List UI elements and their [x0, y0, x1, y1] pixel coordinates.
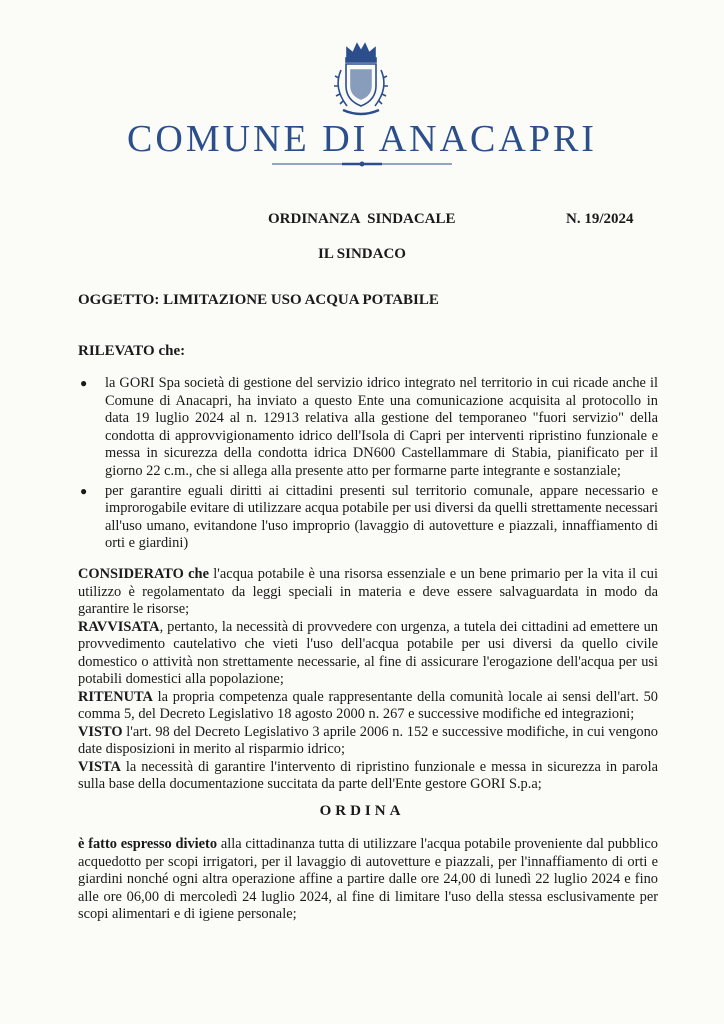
- clause-paragraph: [78, 759, 658, 794]
- clause-paragraph: [78, 724, 658, 759]
- town-title: COMUNE DI ANACAPRI: [127, 118, 597, 160]
- clause-paragraph: [78, 689, 658, 724]
- clause-text: l'acqua potabile è una risorsa essenziale e un bene primario per la vita il cui utilizzo è regolamentato da leggi speciali in materia e deve essere salvaguardata in modo da garantire le risorse;: [78, 566, 658, 617]
- ordina-keyword: è fatto espresso divieto: [78, 836, 218, 852]
- title-divider: [272, 160, 452, 168]
- clause-keyword: RITENUTA: [78, 688, 153, 705]
- issuer-heading: IL SINDACO: [318, 246, 406, 262]
- clause-text: , pertanto, la necessità di provvedere con urgenza, a tutela dei cittadini ad emettere un provvedimento cautelativo che vieti l'uso dell'acqua potabile per usi diversi da quello civile domestico o attività non strettamente necessarie, al fine di assicurare l'erogazione dell'acqua per usi potabili domestici alla popolazione;: [78, 618, 658, 687]
- ordina-paragraph: [78, 836, 658, 924]
- ordina-block: [78, 836, 658, 924]
- ordinance-number: N. 19/2024: [566, 211, 634, 227]
- list-item-text: per garantire eguali diritti ai cittadini presenti sul territorio comunale, appare necessario e improrogabile evitare di utilizzare acqua potabile per usi diversi da quelli strettamente necessari all'uso umano, evitandone l'uso improprio (lavaggio di autovetture e piazzali, innaffiamento di orti e giardini): [105, 482, 658, 552]
- bullet-icon: ●: [80, 376, 88, 390]
- clause-text: la propria competenza quale rappresentante della comunità locale ai sensi dell'art. 50 comma 5, del Decreto Legislativo 18 agosto 2000 n. 267 e successive modifiche ed integrazioni;: [78, 688, 658, 722]
- rilevato-heading: [78, 343, 185, 360]
- clause-keyword: RAVVISATA: [78, 618, 160, 635]
- ordinance-label: ORDINANZA SINDACALE: [268, 211, 456, 227]
- ordina-heading: ORDINA: [319, 803, 405, 819]
- clause-paragraph: [78, 566, 658, 619]
- clauses-block: [78, 566, 658, 794]
- rilevato-list: [78, 375, 658, 555]
- rilevato-keyword: RILEVATO: [78, 343, 155, 359]
- rilevato-suffix: che:: [154, 343, 186, 359]
- list-item-text: la GORI Spa società di gestione del servizio idrico integrato nel territorio in cui ricade anche il Comune di Anacapri, ha inviato a questo Ente una comunicazione acquisita al protocollo in data 19 luglio 2024 al n. 12913 relativa alla gestione del temporaneo "fuori servizio" della condotta di approvvigionamento idrico dell'Isola di Capri per interventi ripristino funzionale e messa in sicurezza della condotta idrica DN600 Castellammare di Stabia, pianificato per il giorno 22 c.m., che si allega alla presente atto per formarne parte integrante e sostanziale;: [105, 375, 658, 479]
- list-item: [78, 483, 658, 553]
- clause-keyword: VISTA: [78, 758, 121, 775]
- bullet-icon: ●: [80, 483, 88, 498]
- clause-text: la necessità di garantire l'intervento di ripristino funzionale e messa in sicurezza in parola sulla base della documentazione succitata da parte dell'Ente gestore GORI S.p.a;: [78, 758, 658, 792]
- clause-keyword: CONSIDERATO che: [78, 566, 209, 582]
- coat-of-arms-icon: [329, 40, 393, 122]
- subject-line: OGGETTO: LIMITAZIONE USO ACQUA POTABILE: [78, 292, 439, 308]
- clause-paragraph: [78, 619, 658, 689]
- ordina-text: alla cittadinanza tutta di utilizzare l'acqua potabile proveniente dal pubblico acquedotto per scopi irrigatori, per il lavaggio di autovetture e piazzali, per l'innaffiamento di orti e giardini nonché ogni altra operazione affine a partire dalle ore 24,00 di lunedì 22 luglio 2024 e fino alle ore 06,00 di mercoledì 24 luglio 2024, al fine di limitare l'uso della stessa esclusivamente per scopi alimentari e di igiene personale;: [78, 836, 658, 922]
- list-item: [78, 375, 658, 481]
- clause-text: l'art. 98 del Decreto Legislativo 3 aprile 2006 n. 152 e successive modifiche, in cui vengono date disposizioni in merito al risparmio idrico;: [78, 723, 658, 757]
- clause-keyword: VISTO: [78, 723, 123, 740]
